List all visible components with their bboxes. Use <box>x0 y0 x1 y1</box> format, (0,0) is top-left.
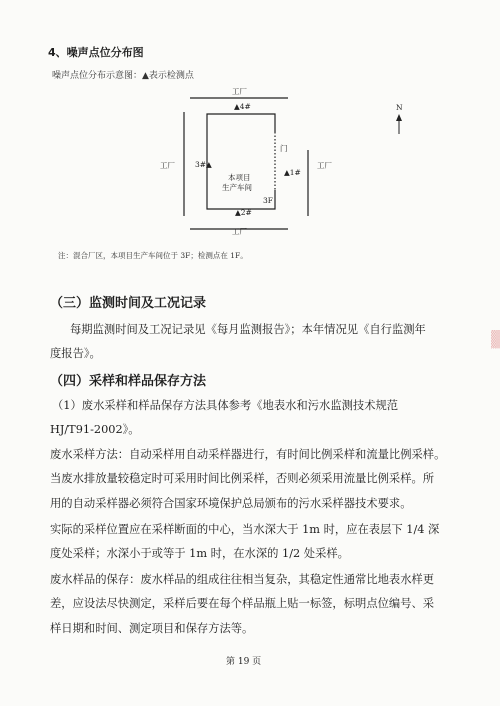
body-line-9: 差，应设法尽快测定，采样后要在每个样品瓶上贴一标签，标明点位编号、采 <box>50 597 435 610</box>
door-label: 门 <box>280 144 288 153</box>
point-2: ▲2# <box>235 208 252 217</box>
seal-stamp-fragment: ▒▒▒ <box>491 330 500 349</box>
point-1: ▲1# <box>284 168 301 177</box>
body-line-5: 用的自动采样器必须符合国家环境保护总局颁布的污水采样器技术要求。 <box>50 497 412 510</box>
point-3: 3#▲ <box>195 160 212 169</box>
body-line-3: 废水采样方法：自动采样用自动采样器进行，有时间比例采样和流量比例采样。 <box>50 448 446 461</box>
legend-text: 噪声点位分布示意图：▲表示检测点 <box>52 71 194 81</box>
body-line-6: 实际的采样位置应在采样断面的中心，当水深大于 1m 时，应在表层下 1/4 深 <box>50 523 440 536</box>
diagram-note: 注：混合厂区，本项目生产车间位于 3F；检测点在 1F。 <box>58 251 248 260</box>
section-3-title: （三）监测时间及工况记录 <box>50 296 207 311</box>
body-line-1: （1）废水采样和样品保存方法具体参考《地表水和污水监测技术规范 <box>52 399 399 412</box>
body-line-2: HJ/T91-2002》。 <box>50 423 140 436</box>
section-4b-title: （四）采样和样品保存方法 <box>50 374 207 389</box>
body-line-8: 废水样品的保存：废水样品的组成往往相当复杂，其稳定性通常比地表水样更 <box>50 573 435 586</box>
body-line-4: 当废水排放量较稳定时可采用时间比例采样，否则必须采用流量比例采样。所 <box>50 472 435 485</box>
building-outline <box>207 114 275 209</box>
north-arrow <box>396 114 402 134</box>
building-label-1: 本项目 <box>228 173 251 182</box>
point-4: ▲4# <box>234 102 251 111</box>
north-label: N <box>396 103 403 112</box>
building-label-2: 生产车间 <box>222 183 252 192</box>
body-line-10: 样日期和时间、测定项目和保存方法等。 <box>50 622 254 635</box>
factory-label-top: 工厂 <box>232 87 247 96</box>
factory-label-bottom: 工厂 <box>232 227 247 236</box>
floor-label: 3F <box>263 196 273 205</box>
factory-label-right: 工厂 <box>317 161 332 170</box>
section-3-line-2: 度报告》。 <box>50 347 101 360</box>
body-line-7: 度处采样；水深小于或等于 1m 时，在水深的 1/2 处采样。 <box>50 547 349 560</box>
factory-label-left: 工厂 <box>160 161 175 170</box>
section-3-line-1: 每期监测时间及工况记录见《每月监测报告》；本年情况见《自行监测年 <box>70 323 426 336</box>
section-4-title: 4、噪声点位分布图 <box>48 46 144 59</box>
page-number: 第 19 页 <box>226 657 262 667</box>
